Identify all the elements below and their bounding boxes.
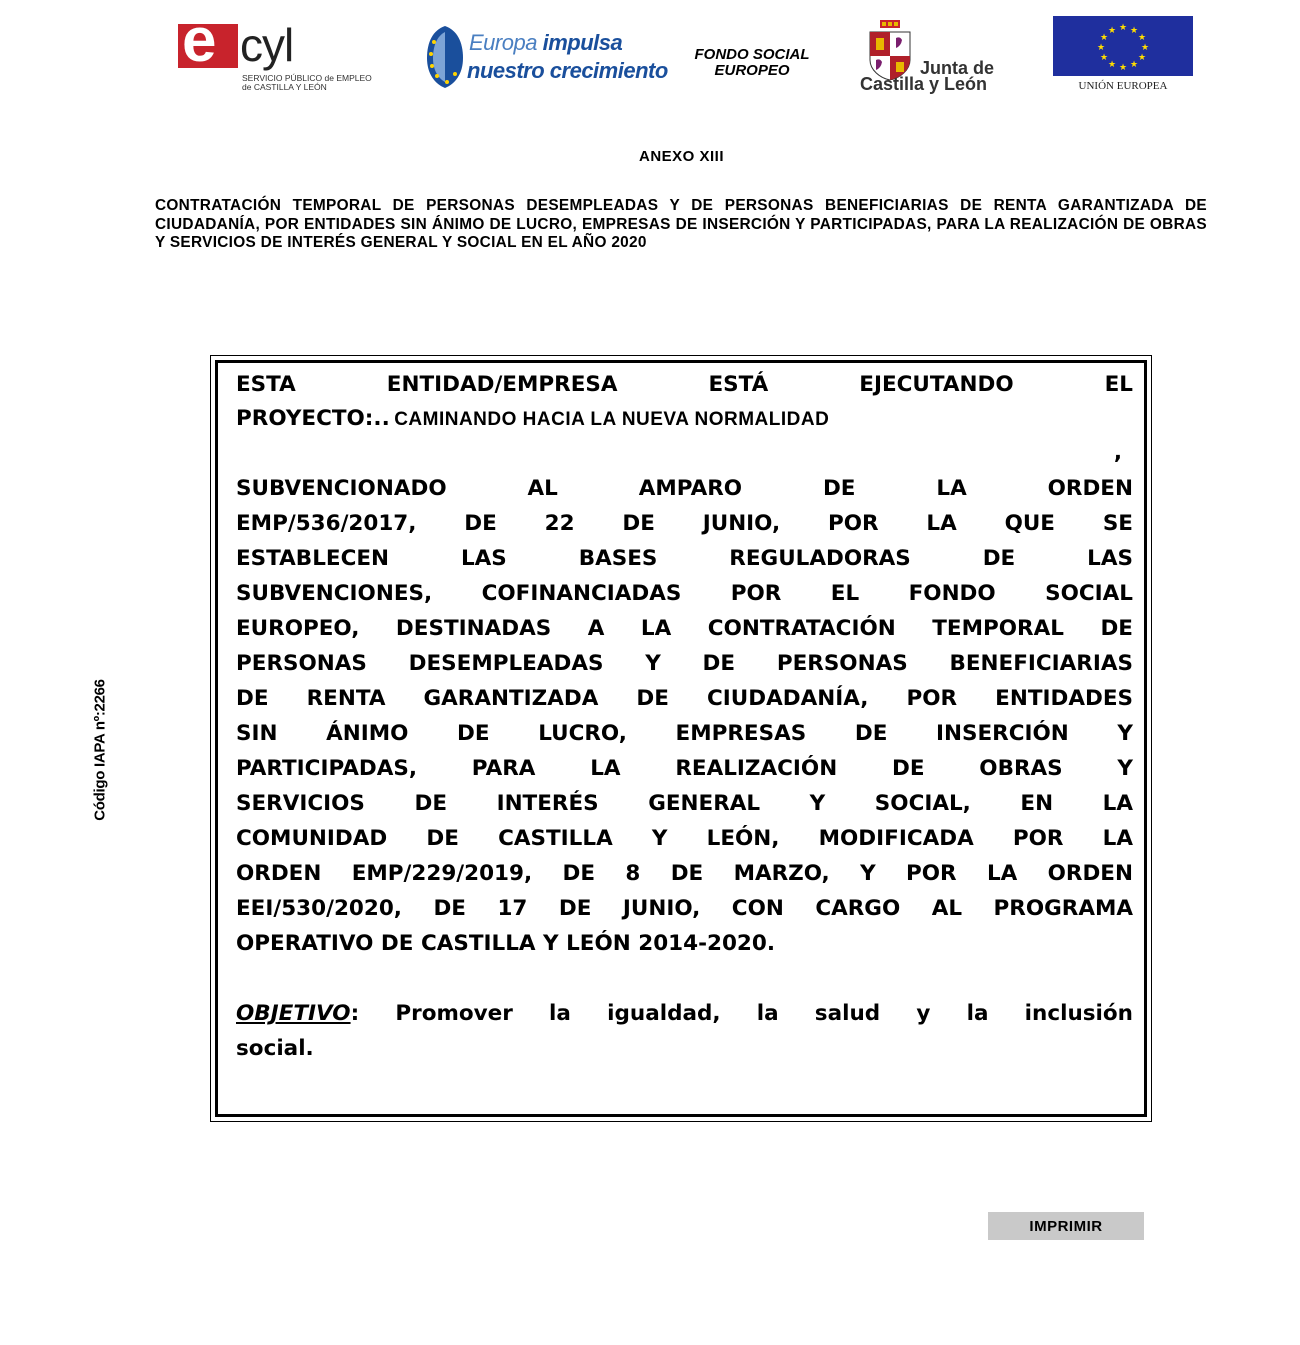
body-line: COMUNIDAD DE CASTILLA Y LEÓN, MODIFICADA POR LA xyxy=(236,826,1133,851)
svg-text:★: ★ xyxy=(1096,43,1106,53)
svg-text:★: ★ xyxy=(1099,53,1109,63)
project-comma: , xyxy=(1113,440,1122,465)
eu-flag-logo xyxy=(1053,16,1193,96)
ecyl-subtitle-line2: de CASTILLA Y LEÓN xyxy=(242,82,327,92)
objective-continuation: social. xyxy=(236,1036,314,1061)
svg-text:★: ★ xyxy=(1137,33,1147,43)
heading-text: CONTRATACIÓN TEMPORAL DE PERSONAS DESEMPLEADAS Y DE PERSONAS BENEFICIARIAS DE RENTA GARANTIZADA DE CIUDADANÍA, POR ENTIDADES SIN ÁNIMO DE LUCRO, EMPRESAS DE INSERCIÓN Y PARTICIPADAS, PARA LA REALIZACIÓN DE OBRAS Y SERVICIOS DE INTERÉS GENERAL Y SOCIAL EN EL AÑO xyxy=(155,197,1207,251)
document-heading xyxy=(155,197,1207,253)
body-line: PARTICIPADAS, PARA LA REALIZACIÓN DE OBRAS Y xyxy=(236,756,1133,781)
svg-text:★: ★ xyxy=(1118,63,1128,73)
europa-line1 xyxy=(469,30,622,56)
ecyl-letters-cyl: cyl xyxy=(240,19,294,71)
project-notice-box xyxy=(210,355,1152,1122)
coat-of-arms-icon xyxy=(866,20,914,80)
body-line: OPERATIVO DE CASTILLA Y LEÓN 2014-2020. xyxy=(236,931,776,956)
svg-text:★: ★ xyxy=(1137,53,1147,63)
europa-impulsa-logo xyxy=(425,22,668,94)
svg-text:★: ★ xyxy=(1107,60,1117,70)
annex-title: ANEXO XIII xyxy=(638,148,725,165)
objective-label: OBJETIVO xyxy=(236,1001,351,1026)
eu-caption: UNIÓN EUROPEA xyxy=(1078,80,1168,92)
fse-line2: EUROPEO xyxy=(714,62,790,79)
ecyl-logo xyxy=(178,6,383,95)
svg-text:★: ★ xyxy=(1107,26,1117,36)
europa-word2: impulsa xyxy=(542,30,623,55)
fse-line1: FONDO SOCIAL xyxy=(694,46,810,63)
notice-line-1: ESTA ENTIDAD/EMPRESA ESTÁ EJECUTANDO EL xyxy=(236,372,1133,397)
eu-flag-icon xyxy=(1053,16,1193,76)
svg-text:★: ★ xyxy=(1129,60,1139,70)
body-line: DE RENTA GARANTIZADA DE CIUDADANÍA, POR ENTIDADES xyxy=(236,686,1133,711)
body-line: EEI/530/2020, DE 17 DE JUNIO, CON CARGO AL PROGRAMA xyxy=(236,896,1133,921)
europa-word1: Europa xyxy=(469,30,537,55)
svg-text:★: ★ xyxy=(1118,23,1128,33)
project-name: CAMINANDO HACIA LA NUEVA NORMALIDAD xyxy=(394,409,830,430)
project-row xyxy=(236,401,1133,438)
side-code-label: Código IAPA nº:2266 xyxy=(91,679,109,821)
svg-text:★: ★ xyxy=(1099,33,1109,43)
body-line: SERVICIOS DE INTERÉS GENERAL Y SOCIAL, EN LA xyxy=(236,791,1133,816)
body-line: ESTABLECEN LAS BASES REGULADORAS DE LAS xyxy=(236,546,1133,571)
junta-cyl-logo xyxy=(858,20,1018,98)
svg-text:★: ★ xyxy=(1140,43,1150,53)
junta-line2: Castilla y León xyxy=(860,74,988,94)
europa-line2: nuestro crecimiento xyxy=(467,58,668,83)
ecyl-subtitle xyxy=(242,74,372,92)
objective-line xyxy=(236,996,1133,1031)
eu-shield-icon xyxy=(425,24,465,90)
project-notice-inner-border xyxy=(215,360,1147,1117)
ecyl-letter-e: e xyxy=(182,6,217,75)
fse-logo xyxy=(672,47,832,83)
project-label: PROYECTO:.. xyxy=(236,406,390,431)
body-line: EMP/536/2017, DE 22 DE JUNIO, POR LA QUE SE xyxy=(236,511,1133,536)
svg-text:★: ★ xyxy=(1129,26,1139,36)
body-line: SUBVENCIONES, COFINANCIADAS POR EL FONDO SOCIAL xyxy=(236,581,1133,606)
print-button[interactable]: IMPRIMIR xyxy=(988,1212,1144,1240)
objective-text: : Promover la igualdad, la salud y la inclusión xyxy=(350,1001,1133,1026)
body-line: EUROPEO, DESTINADAS A LA CONTRATACIÓN TEMPORAL DE xyxy=(236,616,1133,641)
body-line: PERSONAS DESEMPLEADAS Y DE PERSONAS BENEFICIARIAS xyxy=(236,651,1133,676)
body-line: SUBVENCIONADO AL AMPARO DE LA ORDEN xyxy=(236,476,1133,501)
body-line: ORDEN EMP/229/2019, DE 8 DE MARZO, Y POR LA ORDEN xyxy=(236,861,1133,886)
junta-line1: Junta de xyxy=(920,58,995,78)
ecyl-subtitle-line1: SERVICIO PÚBLICO de EMPLEO xyxy=(242,73,372,83)
body-line: SIN ÁNIMO DE LUCRO, EMPRESAS DE INSERCIÓN Y xyxy=(236,721,1133,746)
heading-year: 2020 xyxy=(611,234,647,251)
